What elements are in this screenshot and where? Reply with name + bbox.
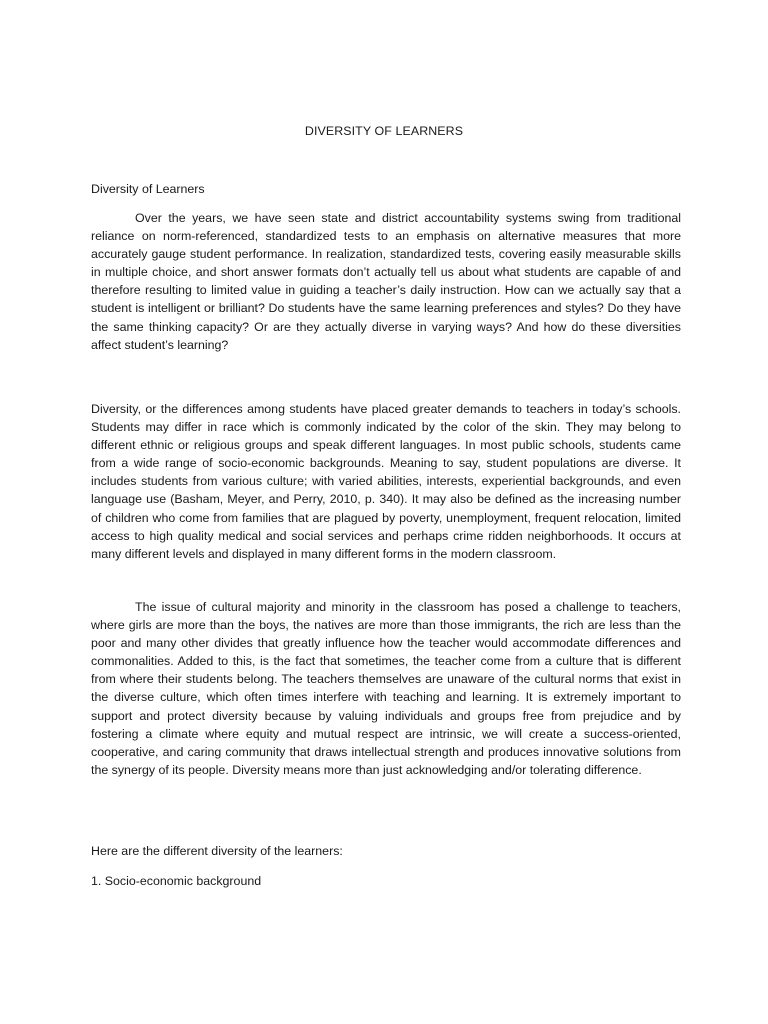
paragraph-cultural-majority: The issue of cultural majority and minority in the classroom has posed a challenge to teachers, where girls are more than the boys, the natives are more than those immigrants, the rich are less than the poor and many other divides that greatly influence how the teacher would accommodate differences and commonalities. Added to this, is the fact that sometimes, the teacher come from a culture that is different from where their students belong. The teachers themselves are unaware of the cultural norms that exist in the diverse culture, which often times interfere with teaching and learning. It is extremely important to support and protect diversity because by valuing individuals and groups free from prejudice and by fostering a climate where equity and mutual respect are intrinsic, we will create a success-oriented, cooperative, and caring community that draws intellectual strength and produces innovative solutions from the synergy of its people. Diversity means more than just acknowledging and/or tolerating difference. (91, 600, 681, 777)
list-item-socio-economic: 1. Socio-economic background (91, 874, 262, 888)
paragraph-diversity-definition: Diversity, or the differences among students have placed greater demands to teachers in today’s schools. Students may differ in race which is commonly indicated by the color of the skin. They may belong to different ethnic or religious groups and speak different languages. In most public schools, students came from a wide range of socio-economic backgrounds. Meaning to say, student populations are diverse. It includes students from various culture; with varied abilities, interests, experiential backgrounds, and even language use (Basham, Meyer, and Perry, 2010, p. 340). It may also be defined as the increasing number of children who come from families that are plagued by poverty, unemployment, frequent relocation, limited access to high quality medical and social services and perhaps crime ridden neighborhoods. It occurs at many different levels and displayed in many different forms in the modern classroom. (91, 402, 681, 561)
paragraph-intro: Over the years, we have seen state and district accountability systems swing from traditional reliance on norm-referenced, standardized tests to an emphasis on alternative measures that more accurately gauge student performance. In realization, standardized tests, covering easily measurable skills in multiple choice, and short answer formats don’t actually tell us about what students are capable of and therefore resulting to limited value in guiding a teacher’s daily instruction. How can we actually say that a student is intelligent or brilliant? Do students have the same learning preferences and styles? Do they have the same thinking capacity? Or are they actually diverse in varying ways? And how do these diversities affect student’s learning? (91, 211, 681, 352)
list-intro: Here are the different diversity of the learners: (91, 844, 343, 858)
section-heading: Diversity of Learners (91, 182, 205, 196)
document-title: DIVERSITY OF LEARNERS (304, 124, 464, 138)
